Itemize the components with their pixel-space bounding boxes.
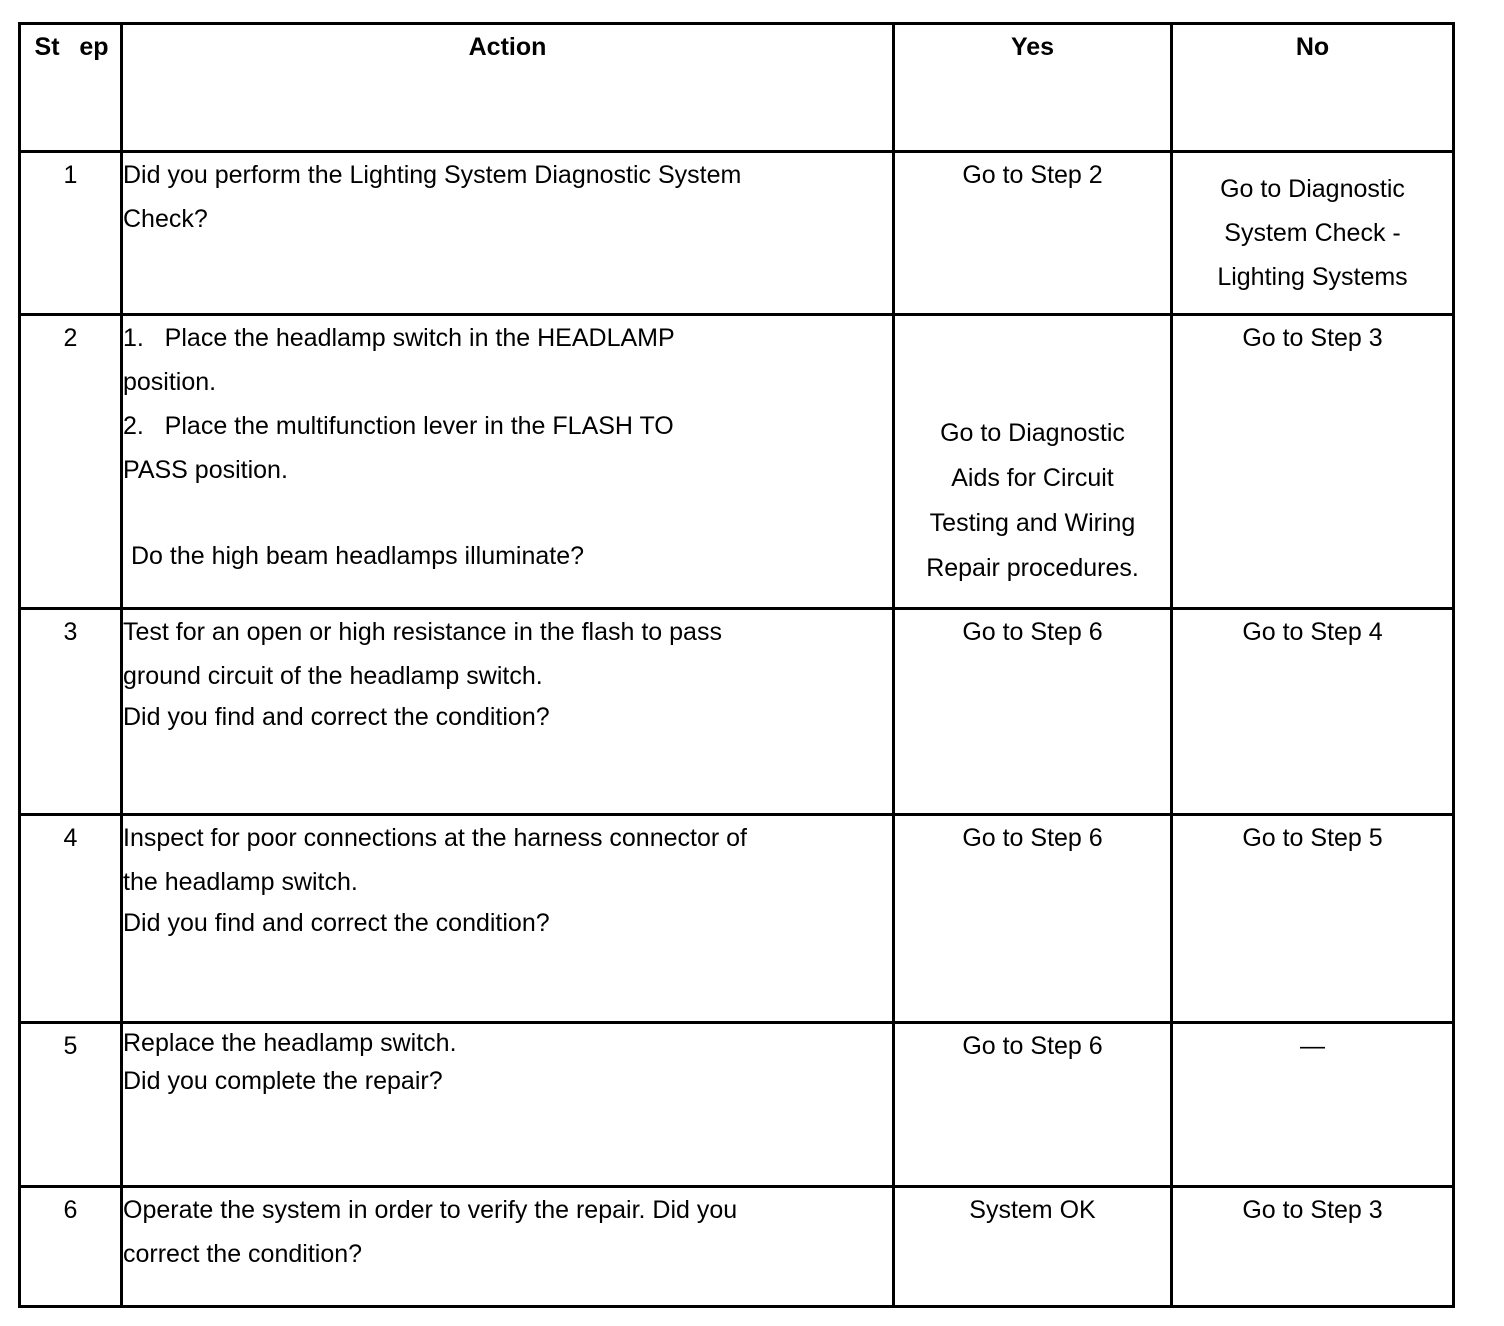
table-row xyxy=(20,609,1454,815)
no-line: Go to Step 5 xyxy=(1242,824,1383,852)
diagnostic-table xyxy=(18,22,1455,1308)
action-cell xyxy=(122,609,894,815)
no-line: Go to Diagnostic xyxy=(1220,175,1405,203)
action-line: position. xyxy=(123,368,217,396)
no-cell xyxy=(1172,609,1454,815)
action-line: Did you find and correct the condition? xyxy=(123,703,550,731)
header-row xyxy=(20,24,1454,152)
step-number: 6 xyxy=(20,1187,122,1307)
action-line: Inspect for poor connections at the harness connector of xyxy=(123,824,747,852)
step-number: 4 xyxy=(20,815,122,1023)
action-cell xyxy=(122,1187,894,1307)
header-action: Action xyxy=(122,24,894,152)
action-line: ground circuit of the headlamp switch. xyxy=(123,662,543,690)
no-line: System Check - xyxy=(1224,219,1401,247)
yes-cell xyxy=(894,609,1172,815)
action-line: the headlamp switch. xyxy=(123,868,358,896)
action-line: Did you perform the Lighting System Diagnostic System xyxy=(123,161,742,189)
yes-line: Testing and Wiring xyxy=(929,509,1136,537)
action-line: Do the high beam headlamps illuminate? xyxy=(131,542,585,570)
action-line: correct the condition? xyxy=(123,1240,363,1268)
step-number: 1 xyxy=(20,152,122,315)
no-cell xyxy=(1172,1187,1454,1307)
header-yes: Yes xyxy=(894,24,1172,152)
step-number: 2 xyxy=(20,315,122,609)
action-cell xyxy=(122,1023,894,1187)
table-row xyxy=(20,315,1454,609)
action-cell xyxy=(122,815,894,1023)
action-line: Test for an open or high resistance in the flash to pass xyxy=(123,618,722,646)
header-step-line1: St xyxy=(34,33,60,61)
yes-cell xyxy=(894,815,1172,1023)
table-row xyxy=(20,815,1454,1023)
yes-line: Go to Diagnostic xyxy=(940,419,1125,447)
action-line: Did you complete the repair? xyxy=(123,1067,443,1095)
yes-cell xyxy=(894,315,1172,609)
header-no: No xyxy=(1172,24,1454,152)
table-row xyxy=(20,1023,1454,1187)
step-number: 3 xyxy=(20,609,122,815)
no-line: Go to Step 3 xyxy=(1242,1196,1383,1224)
step-number: 5 xyxy=(20,1023,122,1187)
table-row xyxy=(20,152,1454,315)
yes-line: Go to Step 2 xyxy=(962,161,1103,189)
action-line: Replace the headlamp switch. xyxy=(123,1029,457,1057)
no-line: Lighting Systems xyxy=(1217,263,1408,291)
yes-line: Go to Step 6 xyxy=(962,1032,1103,1060)
no-line: Go to Step 4 xyxy=(1242,618,1383,646)
action-line: 1. Place the headlamp switch in the HEADLAMP xyxy=(123,324,675,352)
yes-line: System OK xyxy=(969,1196,1096,1224)
no-cell xyxy=(1172,152,1454,315)
yes-line: Repair procedures. xyxy=(926,554,1139,582)
no-cell xyxy=(1172,1023,1454,1187)
no-line: — xyxy=(1300,1032,1325,1060)
action-line: Operate the system in order to verify the repair. Did you xyxy=(123,1196,738,1224)
no-cell xyxy=(1172,315,1454,609)
yes-line: Go to Step 6 xyxy=(962,824,1103,852)
header-step-line2: ep xyxy=(79,33,109,61)
yes-cell xyxy=(894,1187,1172,1307)
yes-cell xyxy=(894,1023,1172,1187)
action-line: Did you find and correct the condition? xyxy=(123,909,550,937)
spacer xyxy=(123,492,892,534)
action-cell xyxy=(122,152,894,315)
table-row xyxy=(20,1187,1454,1307)
yes-cell xyxy=(894,152,1172,315)
action-line: Check? xyxy=(123,205,208,233)
no-cell xyxy=(1172,815,1454,1023)
no-line: Go to Step 3 xyxy=(1242,324,1383,352)
yes-line: Aids for Circuit xyxy=(951,464,1114,492)
action-cell xyxy=(122,315,894,609)
yes-line: Go to Step 6 xyxy=(962,618,1103,646)
header-step xyxy=(20,24,122,152)
action-line: 2. Place the multifunction lever in the FLASH TO xyxy=(123,412,674,440)
action-line: PASS position. xyxy=(123,456,288,484)
